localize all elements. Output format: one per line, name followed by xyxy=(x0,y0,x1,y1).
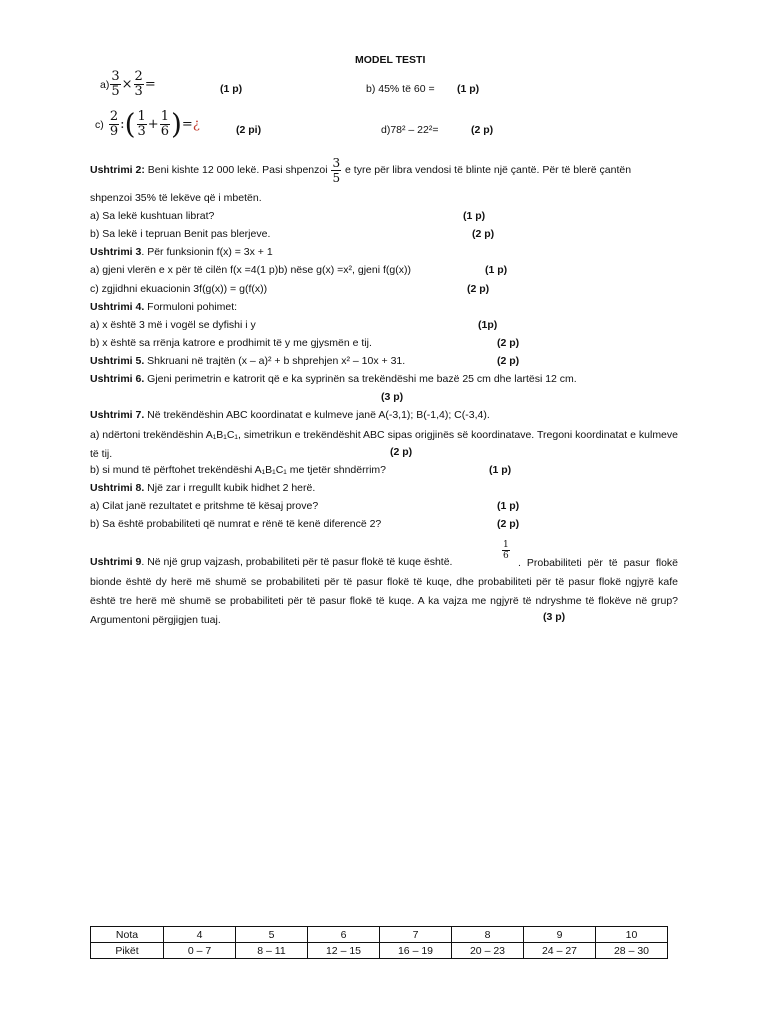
u4-a-points: (1p) xyxy=(478,319,498,331)
q1d-points: (2 p) xyxy=(471,124,494,136)
u7-a: a) ndërtoni trekëndëshin A₁B₁C₁, simetrikun e trekëndëshit ABC sipas origjinës së koordinatave. Tregoni koordinatat e kulmeve të tij. xyxy=(90,429,678,460)
u7-heading: Ushtrimi 7. Në trekëndëshin ABC koordinatat e kulmeve janë A(-3,1); B(-1,4); C(-3,4). xyxy=(90,409,490,421)
table-cell: 8 – 11 xyxy=(236,943,308,959)
u9-fraction: $\frac{1}{6}$ xyxy=(503,540,509,561)
u2-a-points: (1 p) xyxy=(463,210,486,222)
table-cell: 9 xyxy=(524,927,596,943)
u5-text: Ushtrimi 5. Shkruani në trajtën (x – a)² + b shprehjen x² – 10x + 31. xyxy=(90,355,406,367)
u4-b-points: (2 p) xyxy=(497,337,520,349)
u7-b: b) si mund të përftohet trekëndëshi A₁B₁C₁ me tjetër shndërrim? xyxy=(90,464,387,476)
u3-heading: Ushtrimi 3. Për funksionin f(x) = 3x + 1 xyxy=(90,246,273,258)
u9-line1: Ushtrimi 9. Në një grup vajzash, probabiliteti për të pasur flokë të kuqe është. xyxy=(90,556,453,568)
u2-line2: shpenzoi 35% të lekëve që i mbetën. xyxy=(90,192,262,204)
u3-a: a) gjeni vlerën e x për të cilën f(x =4(1 p)b) nëse g(x) =x², gjeni f(g(x)) xyxy=(90,264,411,276)
u4-a: a) x është 3 më i vogël se dyfishi i y xyxy=(90,319,256,331)
table-cell: Pikët xyxy=(91,943,164,959)
u8-a-points: (1 p) xyxy=(497,500,520,512)
u7-a-points: (2 p) xyxy=(390,446,413,458)
table-cell: 5 xyxy=(236,927,308,943)
table-cell: 7 xyxy=(380,927,452,943)
u8-b: b) Sa është probabiliteti që numrat e rënë të kenë diferencë 2? xyxy=(90,518,382,530)
table-cell: 16 – 19 xyxy=(380,943,452,959)
u3-a-points: (1 p) xyxy=(485,264,508,276)
table-cell: 6 xyxy=(308,927,380,943)
u8-a: a) Cilat janë rezultatet e pritshme të kësaj prove? xyxy=(90,500,319,512)
u7-b-points: (1 p) xyxy=(489,464,512,476)
table-row xyxy=(91,927,668,943)
table-cell: 4 xyxy=(164,927,236,943)
table-cell: 0 – 7 xyxy=(164,943,236,959)
q1c-expression: c) $\frac{2}{9}$ :( $\frac{1}{3}$ + $\frac{1}{6}$ )=¿ xyxy=(95,107,200,141)
q1d-text: d)78² – 22²= xyxy=(381,124,439,136)
table-cell: 10 xyxy=(596,927,668,943)
u2-a: a) Sa lekë kushtuan librat? xyxy=(90,210,215,222)
u9-body: . Probabiliteti për të pasur flokë bionde është dy herë më shumë se probabiliteti për të pasur flokë të kuqe, dhe probabiliteti për të pasur flokë ngjyrë kafe është tre herë më shumë se probabiliteti për të pasur flokë të kuqe. A ka vajza me ngjyrë të ndryshme të flokëve në grup?Argumentoni përgjigjen tuaj. xyxy=(90,557,678,626)
q1c-points: (2 pi) xyxy=(236,124,262,136)
q1a-expression: a) $\frac{3}{5}$ × $\frac{2}{3}$ = xyxy=(100,69,156,99)
table-row xyxy=(91,943,668,959)
table-cell: 20 – 23 xyxy=(452,943,524,959)
u8-heading: Ushtrimi 8. Një zar i rregullt kubik hidhet 2 herë. xyxy=(90,482,316,494)
u8-b-points: (2 p) xyxy=(497,518,520,530)
u6-text: Ushtrimi 6. Gjeni perimetrin e katrorit që e ka syprinën sa trekëndëshi me bazë 25 cm dhe lartësi 12 cm. xyxy=(90,373,577,385)
u3-c-points: (2 p) xyxy=(467,283,490,295)
u5-points: (2 p) xyxy=(497,355,520,367)
q1b-text: b) 45% të 60 = xyxy=(366,83,435,95)
page-title: MODEL TESTI xyxy=(355,54,426,66)
u4-b: b) x është sa rrënja katrore e prodhimit të y me gjysmën e tij. xyxy=(90,337,372,349)
table-cell: Nota xyxy=(91,927,164,943)
u2-b: b) Sa lekë i tepruan Benit pas blerjeve. xyxy=(90,228,271,240)
grades-table xyxy=(90,926,668,959)
table-cell: 8 xyxy=(452,927,524,943)
q1b-points: (1 p) xyxy=(457,83,480,95)
u4-heading: Ushtrimi 4. Formuloni pohimet: xyxy=(90,301,238,313)
u2-line1: Ushtrimi 2: Beni kishte 12 000 lekë. Pasi shpenzoi $\frac{3}{5}$ e tyre për libra vendosi të blinte një çantë. Për të blerë çantën xyxy=(90,155,632,185)
u6-points: (3 p) xyxy=(381,391,404,403)
table-cell: 24 – 27 xyxy=(524,943,596,959)
table-cell: 28 – 30 xyxy=(596,943,668,959)
table-cell: 12 – 15 xyxy=(308,943,380,959)
u2-b-points: (2 p) xyxy=(472,228,495,240)
q1a-points: (1 p) xyxy=(220,83,243,95)
u3-c: c) zgjidhni ekuacionin 3f(g(x)) = g(f(x)) xyxy=(90,283,268,295)
u9-points: (3 p) xyxy=(543,611,566,623)
